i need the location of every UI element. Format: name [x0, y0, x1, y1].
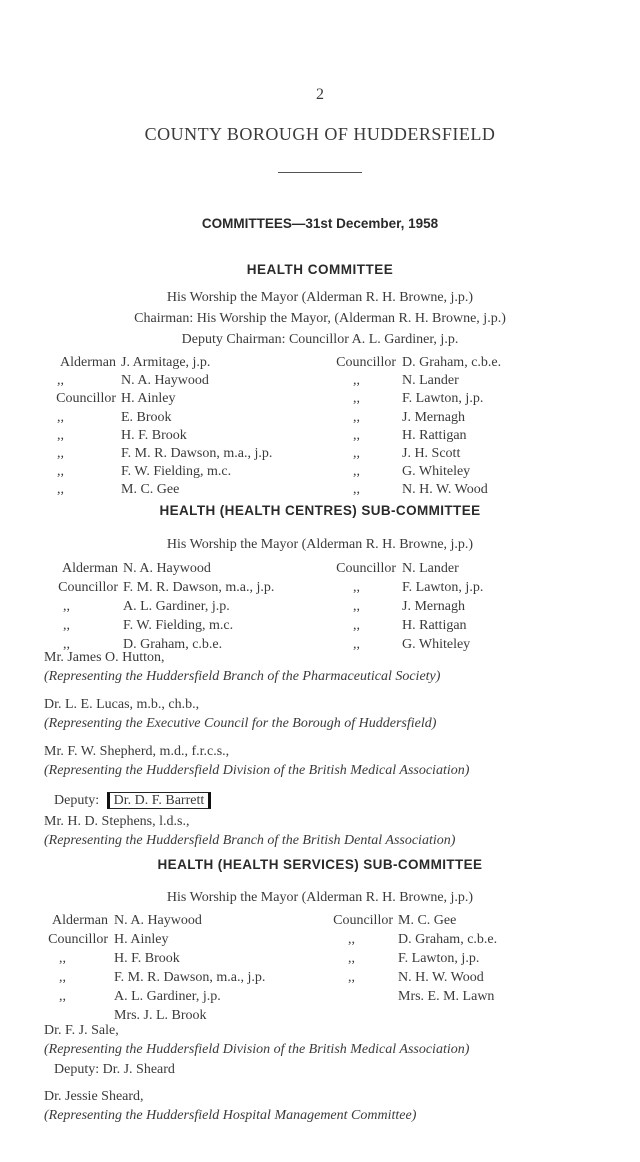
member-name: H. Rattigan: [402, 427, 467, 443]
centres-rep-1-name: Mr. James O. Hutton,: [44, 650, 165, 665]
member-title: Councillor: [336, 355, 396, 370]
health-mayor-line: His Worship the Mayor (Alderman R. H. Browne, j.p.): [166, 290, 474, 305]
health-left-titles: [0, 354, 116, 500]
member-title: ,,: [353, 391, 360, 407]
member-title: ,,: [57, 482, 64, 498]
member-name: G. Whiteley: [402, 637, 471, 652]
member-name: N. H. W. Wood: [398, 970, 484, 985]
member-title: ,,: [59, 951, 66, 966]
member-title: ,,: [63, 618, 70, 633]
member-name: F. Lawton, j.p.: [402, 580, 484, 595]
centres-rep-3-name: Mr. F. W. Shepherd, m.d., f.r.c.s.,: [44, 744, 230, 759]
member-name: G. Whiteley: [402, 464, 471, 480]
services-rep-1-name: Dr. F. J. Sale,: [44, 1023, 119, 1038]
member-name: N. A. Haywood: [121, 373, 209, 389]
member-name: H. Rattigan: [402, 618, 467, 633]
member-name: A. L. Gardiner, j.p.: [114, 989, 221, 1004]
deputy-name-box: Dr. D. F. Barrett: [107, 792, 212, 809]
services-left-names: [114, 911, 265, 1025]
member-title: ,,: [63, 637, 70, 652]
member-name: J. H. Scott: [402, 446, 461, 462]
member-name: H. F. Brook: [121, 427, 187, 443]
services-mayor-line: His Worship the Mayor (Alderman R. H. Browne, j.p.): [166, 890, 474, 905]
health-deputy-chairman-line: Deputy Chairman: Councillor A. L. Gardiner, j.p.: [181, 332, 459, 347]
member-name: E. Brook: [121, 409, 172, 425]
member-title: Councillor: [333, 913, 393, 928]
centres-rep-1-desc: (Representing the Huddersfield Branch of the Pharmaceutical Society): [44, 669, 441, 684]
title-divider: [278, 172, 362, 173]
member-name: A. L. Gardiner, j.p.: [123, 599, 230, 614]
member-name: M. C. Gee: [121, 482, 180, 498]
member-name: H. F. Brook: [114, 951, 180, 966]
member-title: Alderman: [60, 355, 116, 370]
member-title: ,,: [353, 618, 360, 633]
member-title: ,,: [353, 427, 360, 443]
member-title: Councillor: [336, 561, 396, 576]
member-name: J. Mernagh: [402, 599, 465, 614]
centres-left-names: [123, 559, 274, 654]
member-title: ,,: [353, 446, 360, 462]
health-right-titles: [300, 354, 396, 500]
page-title: COUNTY BOROUGH OF HUDDERSFIELD: [144, 124, 496, 144]
member-name: D. Graham, c.b.e.: [398, 932, 498, 947]
member-name: F. M. R. Dawson, m.a., j.p.: [123, 580, 275, 595]
member-name: F. M. R. Dawson, m.a., j.p.: [114, 970, 266, 985]
centres-rep-3-desc: (Representing the Huddersfield Division of the British Medical Association): [44, 763, 470, 778]
health-committee-heading: HEALTH COMMITTEE: [246, 262, 394, 277]
member-name: J. Mernagh: [402, 409, 465, 425]
member-title: ,,: [57, 427, 64, 443]
services-right-names: [398, 911, 497, 1006]
member-title: Councillor: [58, 580, 118, 595]
member-title: ,,: [353, 464, 360, 480]
member-name: F. W. Fielding, m.c.: [121, 464, 232, 480]
member-title: ,,: [57, 446, 64, 462]
services-right-titles: [300, 911, 393, 987]
member-title: ,,: [59, 970, 66, 985]
member-name: Mrs. J. L. Brook: [114, 1008, 207, 1023]
centres-heading: HEALTH (HEALTH CENTRES) SUB-COMMITTEE: [159, 503, 481, 518]
services-deputy: Deputy: Dr. J. Sheard: [54, 1062, 175, 1077]
member-name: H. Ainley: [121, 391, 176, 407]
member-name: N. A. Haywood: [114, 913, 202, 928]
member-name: F. Lawton, j.p.: [398, 951, 480, 966]
services-left-titles: [0, 911, 108, 1006]
member-name: F. M. R. Dawson, m.a., j.p.: [121, 446, 273, 462]
member-title: ,,: [57, 464, 64, 480]
member-name: H. Ainley: [114, 932, 169, 947]
services-rep-2-desc: (Representing the Huddersfield Hospital Management Committee): [44, 1108, 417, 1123]
member-title: ,,: [348, 970, 355, 985]
member-title: ,,: [353, 580, 360, 595]
member-title: Councillor: [48, 932, 108, 947]
health-chairman-line: Chairman: His Worship the Mayor, (Alderman R. H. Browne, j.p.): [134, 311, 506, 326]
member-title: ,,: [57, 373, 64, 389]
services-rep-2-name: Dr. Jessie Sheard,: [44, 1089, 144, 1104]
member-title: ,,: [348, 932, 355, 947]
centres-rep-2-name: Dr. L. E. Lucas, m.b., ch.b.,: [44, 697, 200, 712]
member-name: F. Lawton, j.p.: [402, 391, 484, 407]
member-title: ,,: [63, 599, 70, 614]
member-name: M. C. Gee: [398, 913, 457, 928]
member-title: Alderman: [52, 913, 108, 928]
centres-right-names: [402, 559, 483, 654]
member-title: Alderman: [62, 561, 118, 576]
centres-mayor-line: His Worship the Mayor (Alderman R. H. Browne, j.p.): [166, 537, 474, 552]
member-name: N. A. Haywood: [123, 561, 211, 576]
member-name: Mrs. E. M. Lawn: [398, 989, 495, 1004]
member-name: N. Lander: [402, 373, 459, 389]
member-title: ,,: [353, 637, 360, 652]
centres-rep-2-desc: (Representing the Executive Council for the Borough of Huddersfield): [44, 716, 437, 731]
member-name: N. H. W. Wood: [402, 482, 488, 498]
member-title: ,,: [57, 409, 64, 425]
member-name: D. Graham, c.b.e.: [402, 355, 502, 370]
member-title: ,,: [348, 951, 355, 966]
member-title: ,,: [353, 599, 360, 614]
services-heading: HEALTH (HEALTH SERVICES) SUB-COMMITTEE: [157, 857, 483, 872]
centres-rep-4-name: Mr. H. D. Stephens, l.d.s.,: [44, 814, 190, 829]
member-name: J. Armitage, j.p.: [121, 355, 211, 370]
centres-rep-4-desc: (Representing the Huddersfield Branch of the British Dental Association): [44, 833, 456, 848]
member-title: ,,: [59, 989, 66, 1004]
health-left-names: [121, 354, 272, 500]
health-right-names: [402, 354, 501, 500]
deputy-label: Deputy:: [54, 793, 100, 808]
member-title: ,,: [353, 482, 360, 498]
member-name: F. W. Fielding, m.c.: [123, 618, 234, 633]
services-rep-1-desc: (Representing the Huddersfield Division of the British Medical Association): [44, 1042, 470, 1057]
centres-right-titles: [300, 559, 396, 654]
committees-heading: COMMITTEES—31st December, 1958: [201, 216, 439, 231]
member-title: ,,: [353, 373, 360, 389]
member-name: N. Lander: [402, 561, 459, 576]
centres-deputy: [54, 793, 211, 809]
member-name: D. Graham, c.b.e.: [123, 637, 223, 652]
member-title: Councillor: [56, 391, 116, 407]
centres-left-titles: [0, 559, 118, 654]
member-title: ,,: [353, 409, 360, 425]
page-number: 2: [316, 86, 324, 103]
